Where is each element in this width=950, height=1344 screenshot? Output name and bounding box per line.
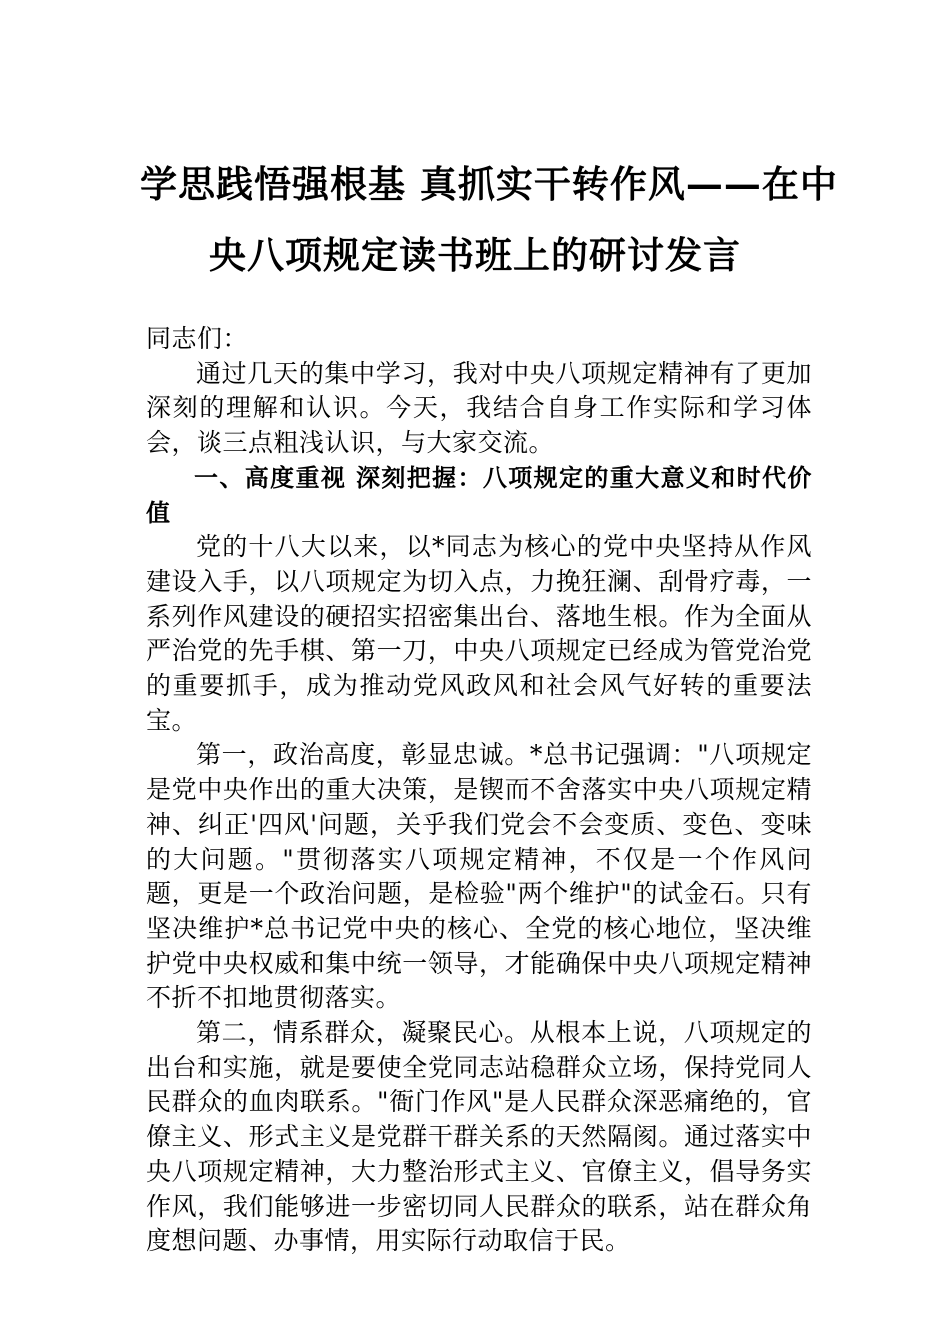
document-title-line-1: 学思践悟强根基 真抓实干转作风——在中 <box>140 162 838 206</box>
document-body <box>146 322 812 1259</box>
salutation: 同志们： <box>146 324 249 353</box>
paragraph-intro: 通过几天的集中学习，我对中央八项规定精神有了更加深刻的理解和认识。今天，我结合自身工作实际和学习体会，谈三点粗浅认识，与大家交流。 <box>146 358 812 458</box>
section-heading-1: 一、高度重视 深刻把握：八项规定的重大意义和时代价值 <box>146 463 812 527</box>
paragraph-point-2: 第二，情系群众，凝聚民心。从根本上说，八项规定的出台和实施，就是要使全党同志站稳群众立场，保持党同人民群众的血肉联系。"衙门作风"是人民群众深恶痛绝的，官僚主义、形式主义是党群干群关系的天然隔阂。通过落实中央八项规定精神，大力整治形式主义、官僚主义，倡导务实作风，我们能够进一步密切同人民群众的联系，站在群众角度想问题、办事情，用实际行动取信于民。 <box>146 1018 812 1256</box>
paragraph-background: 党的十八大以来，以*同志为核心的党中央坚持从作风建设入手，以八项规定为切入点，力挽狂澜、刮骨疗毒，一系列作风建设的硬招实招密集出台、落地生根。作为全面从严治党的先手棋、第一刀，中央八项规定已经成为管党治党的重要抓手，成为推动党风政风和社会风气好转的重要法宝。 <box>146 532 812 735</box>
paragraph-point-1: 第一，政治高度，彰显忠诚。*总书记强调："八项规定是党中央作出的重大决策，是锲而不舍落实中央八项规定精神、纠正'四风'问题，关乎我们党会不会变质、变色、变味的大问题。"贯彻落实八项规定精神，不仅是一个作风问题，更是一个政治问题，是检验"两个维护"的试金石。只有坚决维护*总书记党中央的核心、全党的核心地位，坚决维护党中央权威和集中统一领导，才能确保中央八项规定精神不折不扣地贯彻落实。 <box>146 740 812 1013</box>
document-title-line-2: 央八项规定读书班上的研讨发言 <box>209 233 741 277</box>
